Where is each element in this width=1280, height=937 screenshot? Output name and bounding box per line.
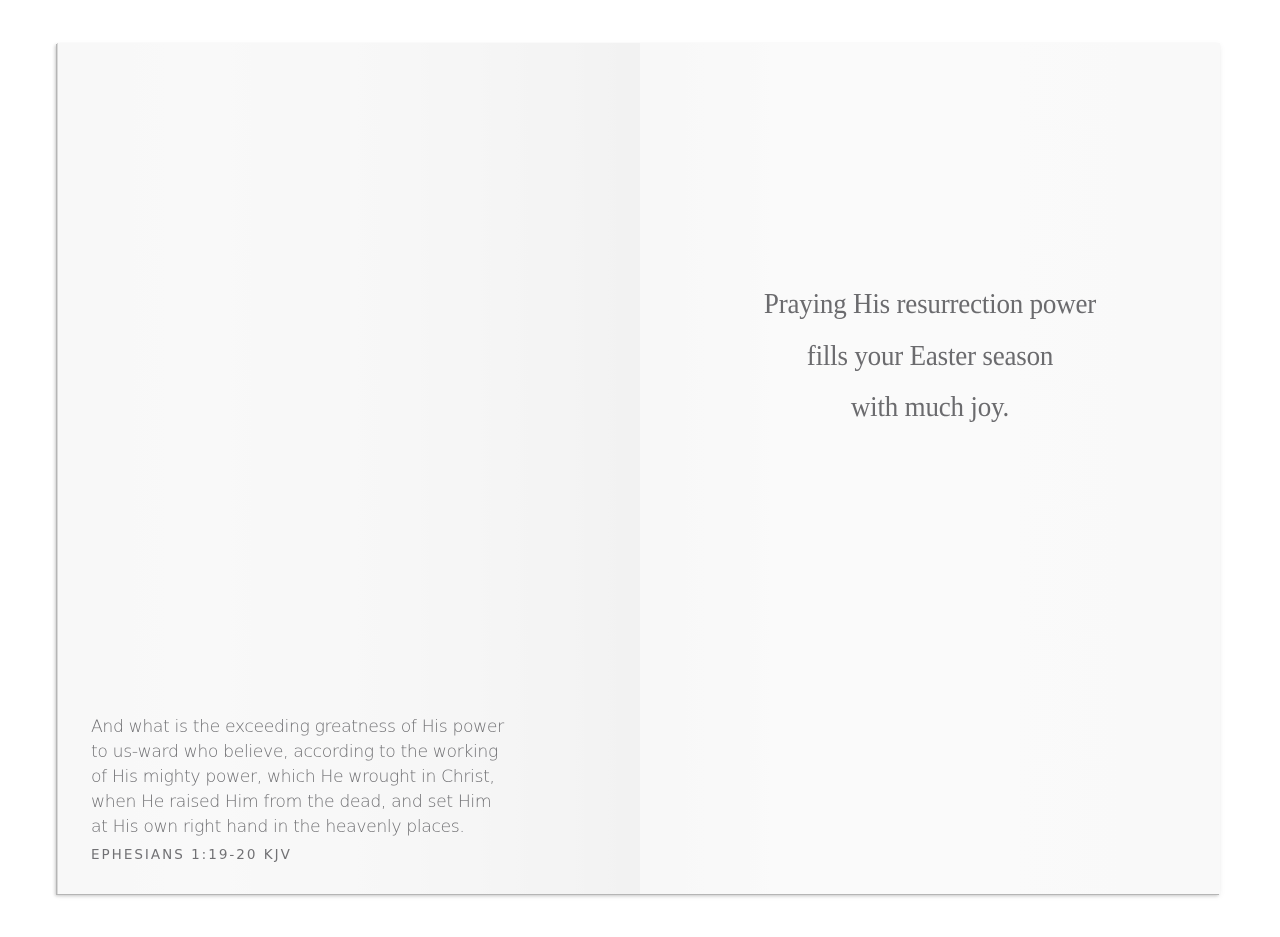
greeting-card-interior xyxy=(57,43,1220,894)
verse-line: to us-ward who believe, according to the working xyxy=(91,742,498,762)
greeting-message xyxy=(640,279,1220,434)
greeting-line: with much joy. xyxy=(850,391,1010,423)
scripture-reference: EPHESIANS 1:19-20 KJV xyxy=(91,847,292,863)
card-right-panel xyxy=(640,43,1220,894)
verse-line: when He raised Him from the dead, and set Him xyxy=(91,792,492,812)
greeting-line: Praying His resurrection power xyxy=(763,288,1097,320)
scripture-verse xyxy=(91,715,521,840)
verse-line: And what is the exceeding greatness of His power xyxy=(91,717,504,737)
card-left-panel xyxy=(57,43,640,894)
verse-line: at His own right hand in the heavenly places. xyxy=(91,817,465,837)
greeting-line: fills your Easter season xyxy=(806,339,1054,372)
verse-line: of His mighty power, which He wrought in Christ, xyxy=(91,767,495,787)
